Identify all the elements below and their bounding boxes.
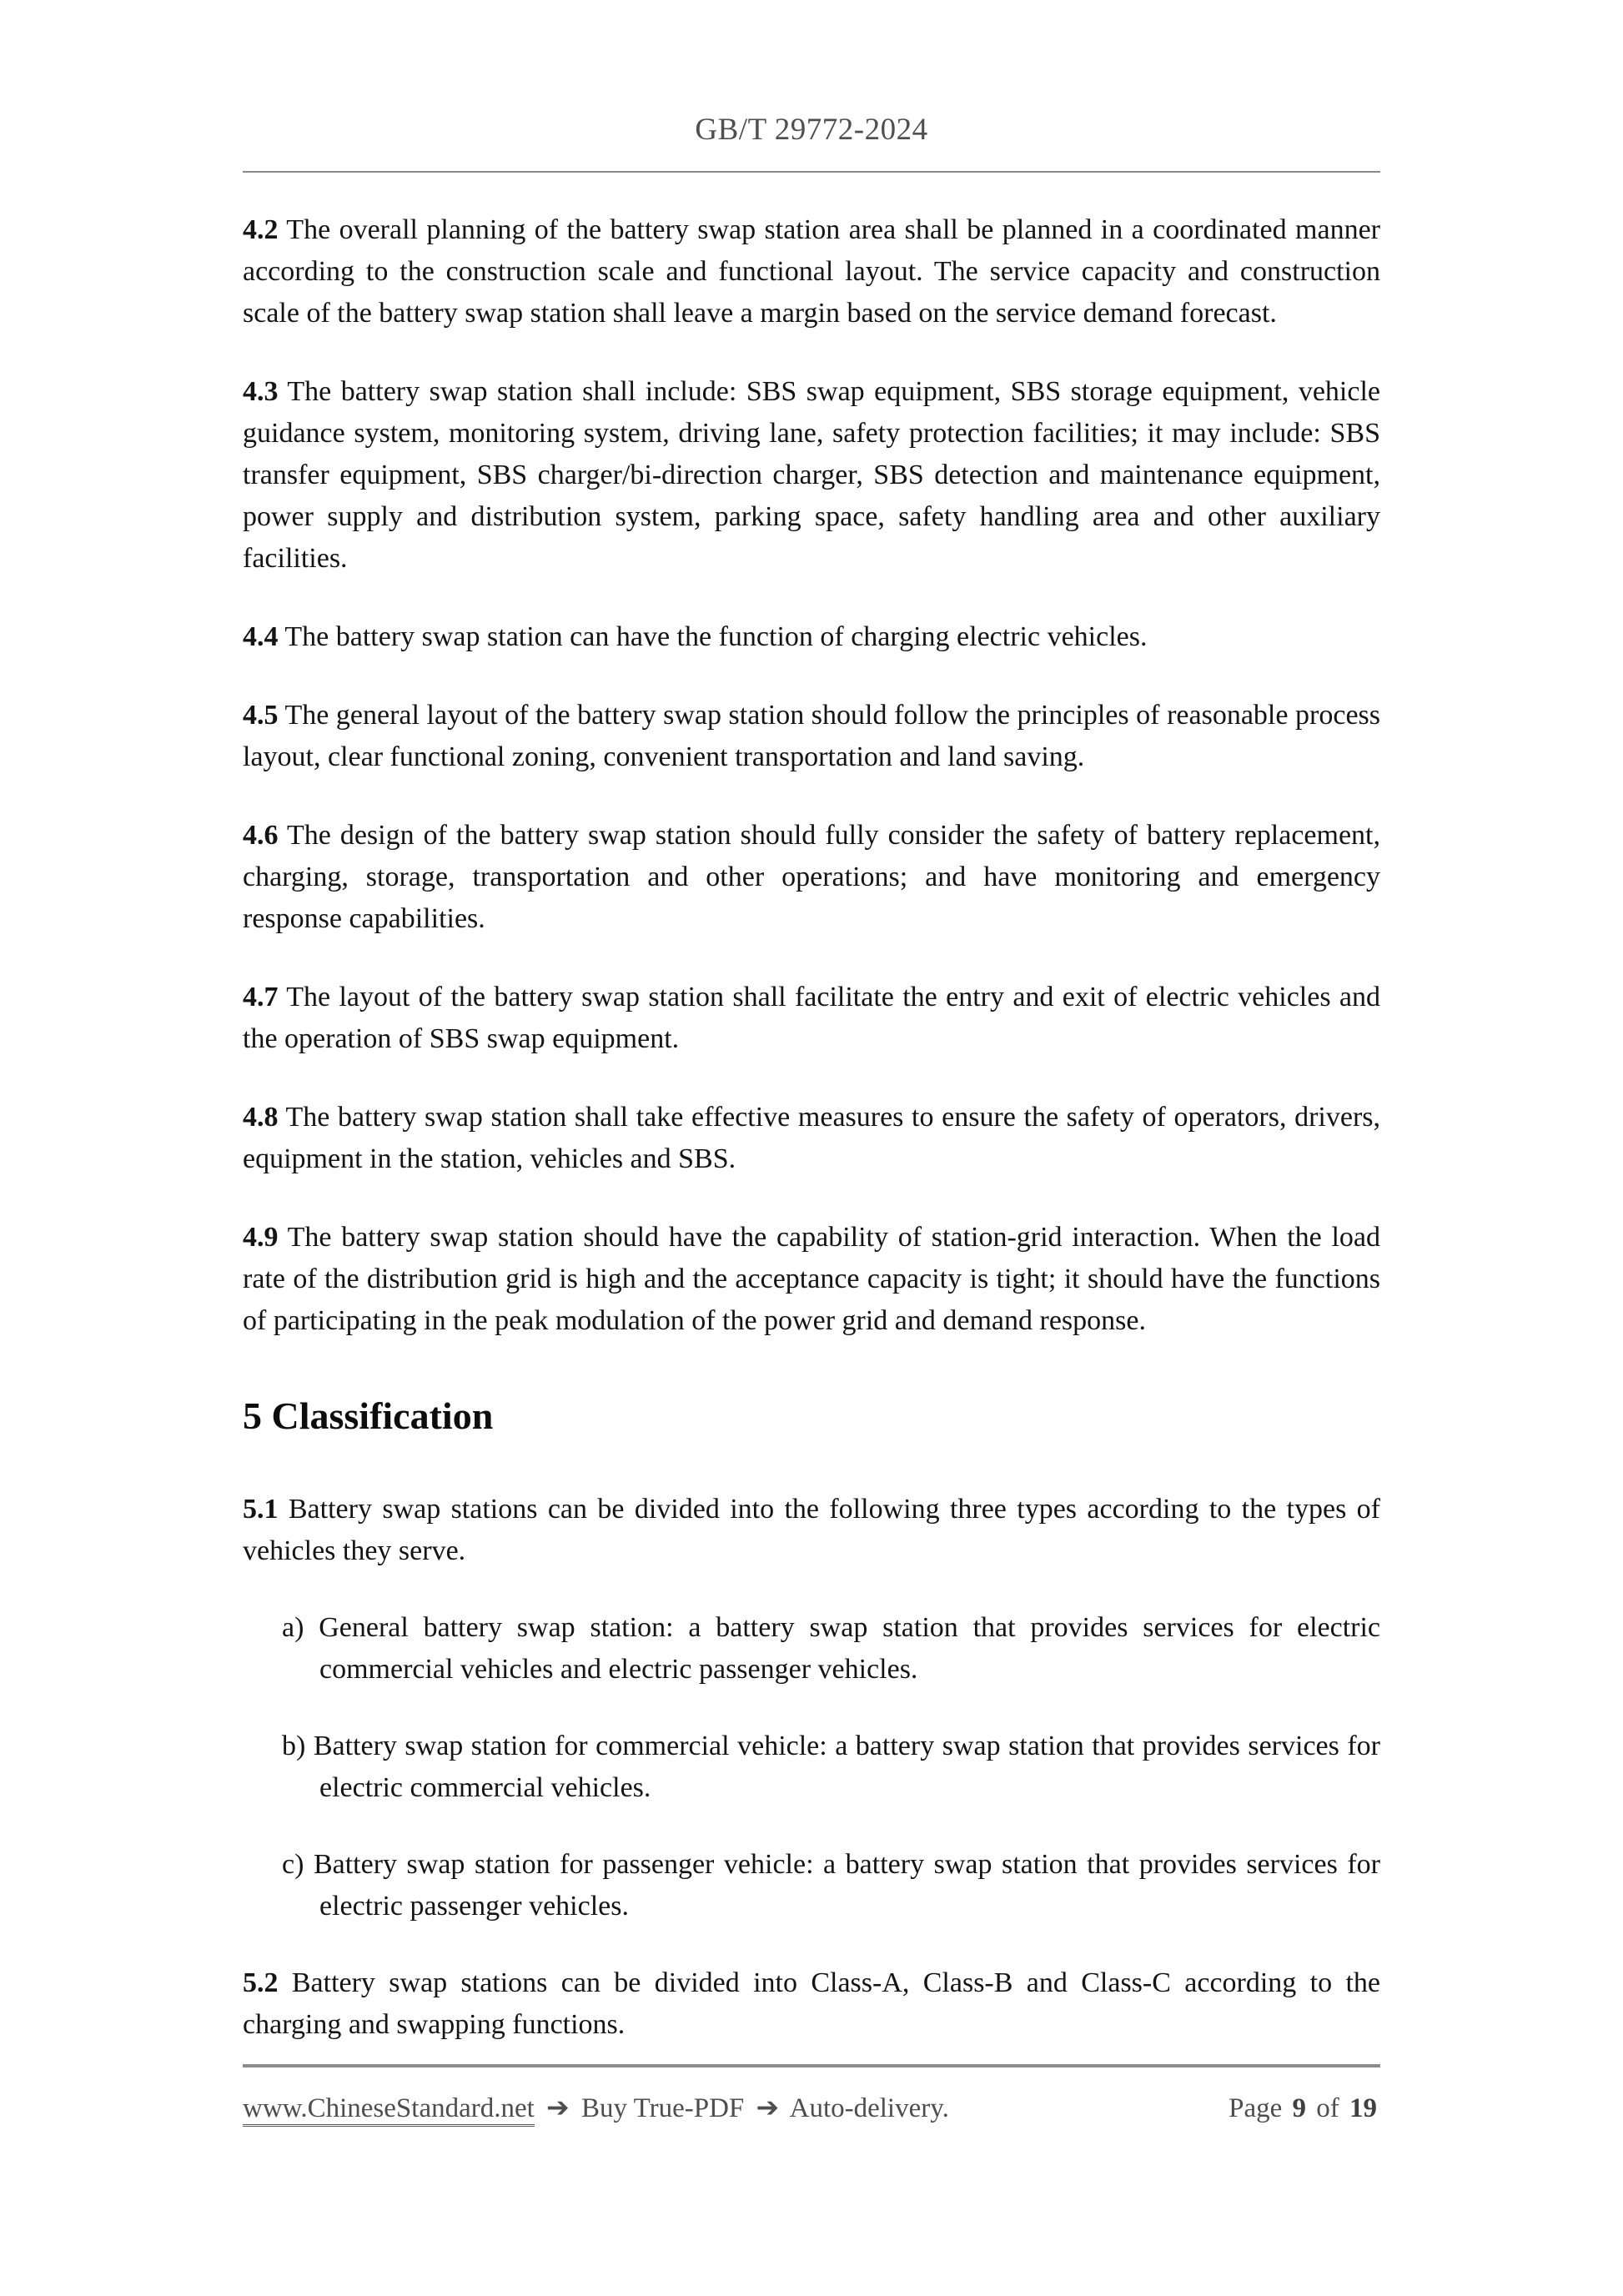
clause-4-3-number: 4.3: [243, 376, 279, 407]
list-item-c: [282, 1844, 1381, 1927]
footer-divider: [243, 2064, 1380, 2067]
clause-4-2: [243, 209, 1380, 334]
clause-5-1-number: 5.1: [243, 1494, 279, 1525]
footer-delivery-text: Auto-delivery.: [789, 2093, 949, 2123]
clause-5-2-number: 5.2: [243, 1967, 279, 1998]
clause-5-1: [243, 1489, 1380, 1572]
clause-4-6: [243, 815, 1380, 940]
page-footer: [243, 2089, 1380, 2127]
clause-4-5-number: 4.5: [243, 700, 279, 731]
header-divider: [243, 171, 1380, 173]
clause-4-8: [243, 1097, 1380, 1180]
section-heading-classification: 5 Classification: [243, 1394, 494, 1437]
doc-number-header: GB/T 29772-2024: [695, 113, 928, 147]
clause-4-8-text: The battery swap station shall take effective measures to ensure the safety of operators, drivers, equipment in the station, vehicles and SBS.: [243, 1102, 1380, 1174]
clause-4-3: [243, 371, 1380, 580]
page-indicator: [1229, 2090, 1380, 2127]
clause-4-5: [243, 695, 1380, 778]
clause-4-4-text: The battery swap station can have the function of charging electric vehicles.: [284, 621, 1148, 652]
clause-4-9-text: The battery swap station should have the capability of station-grid interaction. When the load rate of the distribution grid is high and the acceptance capacity is tight; it should have the functions of participating in the peak modulation of the power grid and demand response.: [243, 1222, 1381, 1336]
right-arrow-icon: ➔: [756, 2091, 780, 2123]
clause-4-4: [243, 616, 1380, 658]
list-item-b-marker: b): [282, 1731, 306, 1761]
clause-4-9-number: 4.9: [243, 1222, 279, 1253]
of-label: of: [1316, 2093, 1339, 2123]
clause-4-8-number: 4.8: [243, 1102, 279, 1133]
clause-4-9: [243, 1217, 1380, 1342]
total-page-number: 19: [1349, 2093, 1377, 2123]
list-item-c-marker: c): [282, 1849, 304, 1880]
list-item-c-text: Battery swap station for passenger vehicle: a battery swap station that provides services for electric passenger vehicles.: [313, 1849, 1381, 1922]
clause-4-3-text: The battery swap station shall include: SBS swap equipment, SBS storage equipment, vehicle guidance system, monitoring system, driving lane, safety protection facilities; it may include: SBS transfer equipment, SBS charger/bi-direction charger, SBS detection and maintenance equipment, power supply and distribution system, parking space, safety handling area and other auxiliary facilities.: [243, 376, 1380, 574]
clause-5-2-text: Battery swap stations can be divided into Class-A, Class-B and Class-C according to the charging and swapping functions.: [243, 1967, 1381, 2040]
clause-5-2: [243, 1962, 1380, 2046]
clause-4-7-number: 4.7: [243, 982, 279, 1012]
list-item-a-marker: a): [282, 1612, 304, 1643]
list-item-b: [282, 1726, 1381, 1809]
right-arrow-icon: ➔: [546, 2091, 570, 2123]
list-item-a: [282, 1607, 1380, 1691]
footer-left: [243, 2089, 949, 2127]
list-item-b-text: Battery swap station for commercial vehicle: a battery swap station that provides services for electric commercial vehicles.: [313, 1731, 1381, 1803]
website-link[interactable]: www.ChineseStandard.net: [243, 2093, 535, 2127]
page-label: Page: [1229, 2093, 1283, 2123]
clause-4-6-text: The design of the battery swap station should fully consider the safety of battery replacement, charging, storage, transportation and other operations; and have monitoring and emergency response capabilities.: [243, 820, 1380, 934]
clause-4-2-number: 4.2: [243, 214, 279, 245]
clause-4-2-text: The overall planning of the battery swap station area shall be planned in a coordinated manner according to the construction scale and functional layout. The service capacity and construction scale of the battery swap station shall leave a margin based on the service demand forecast.: [243, 214, 1380, 329]
clause-5-1-text: Battery swap stations can be divided into the following three types according to the types of vehicles they serve.: [243, 1494, 1381, 1566]
clause-4-7-text: The layout of the battery swap station shall facilitate the entry and exit of electric vehicles and the operation of SBS swap equipment.: [243, 982, 1380, 1054]
current-page-number: 9: [1292, 2093, 1306, 2123]
clause-4-7: [243, 977, 1380, 1060]
list-item-a-text: General battery swap station: a battery swap station that provides services for electric commercial vehicles and electric passenger vehicles.: [319, 1612, 1380, 1685]
clause-4-4-number: 4.4: [243, 621, 279, 652]
clause-4-6-number: 4.6: [243, 820, 279, 851]
page-body: [243, 209, 1380, 2046]
footer-buy-text: Buy True-PDF: [580, 2093, 745, 2123]
clause-4-5-text: The general layout of the battery swap station should follow the principles of reasonable process layout, clear functional zoning, convenient transportation and land saving.: [243, 700, 1380, 772]
